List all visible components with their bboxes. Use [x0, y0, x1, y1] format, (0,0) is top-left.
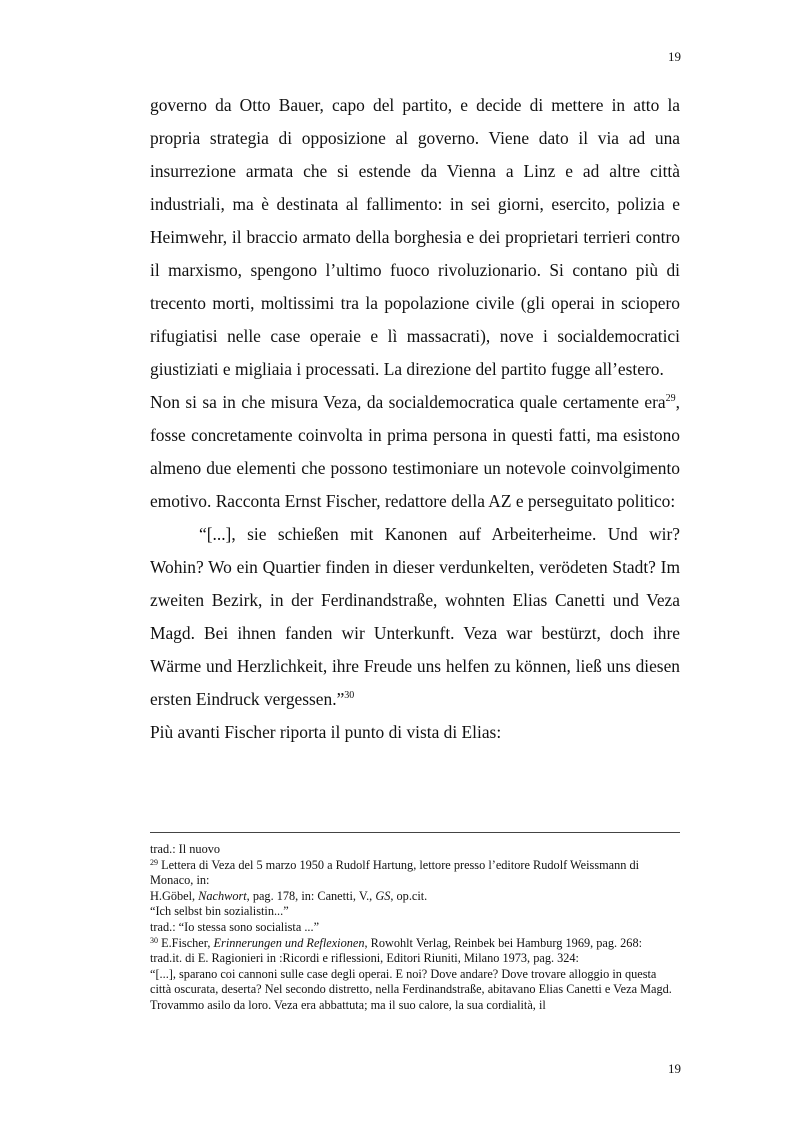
footnote-29-number: 29 [150, 857, 158, 867]
footnote-text: , Rowohlt Verlag, Reinbek bei Hamburg 1969, pag. 268: [364, 935, 643, 950]
page-number-bottom: 19 [668, 1061, 681, 1076]
footnote-line: “[...], sparano coi cannoni sulle case degli operai. E noi? Dove andare? Dove trovare alloggio in questa città oscurata, deserta? Nel secondo distretto, nella Ferdinandstraße, abitavano Elias Canetti e Veza Magd. Trovammo asilo da loro. Veza era abbattuta; ma il suo calore, la sua cordialità, il [150, 966, 672, 1012]
footnote-text: , pag. 178, in: Canetti, V., [246, 888, 376, 903]
page-number-top: 19 [668, 49, 681, 64]
footnote-title-italic: GS [375, 888, 391, 903]
footnote-line [150, 889, 680, 905]
footnote-text: E.Fischer, [158, 935, 214, 950]
block-quote [150, 518, 680, 716]
footnotes [150, 842, 680, 1014]
paragraph-1: governo da Otto Bauer, capo del partito, e decide di mettere in atto la propria strategia di opposizione al governo. Viene dato il via ad una insurrezione armata che si estende da Vienna a Linz e ad altre città industriali, ma è destinata al fallimento: in sei giorni, esercito, polizia e Heimwehr, il braccio armato della borghesia e dei proprietari terrieri contro il marxismo, spengono l’ultimo fuoco rivoluzionario. Si contano più di trecento morti, moltissimi tra la popolazione civile (gli operai in sciopero rifugiatisi nelle case operaie e lì massacrati), nove i socialdemocratici giustiziati e migliaia i processati. La direzione del partito fugge all’estero. [150, 95, 680, 379]
footnote-line: trad.: Il nuovo [150, 842, 221, 856]
footnote-30-number: 30 [150, 935, 158, 945]
footnote-ref-30[interactable]: 30 [344, 690, 355, 701]
footnote-text: , op.cit. [390, 888, 428, 903]
footnote-text: H.Göbel, [150, 888, 199, 903]
footnote-30 [150, 936, 680, 952]
footnote-29 [150, 858, 680, 889]
paragraph-2 [150, 386, 680, 518]
paragraph-3: Più avanti Fischer riporta il punto di vista di Elias: [150, 722, 502, 742]
paragraph-2-text-b: , fosse concretamente coinvolta in prima persona in questi fatti, ma esistono almeno due elementi che possono testimoniare un notevole coinvolgimento emotivo. Racconta Ernst Fischer, redattore della AZ e perseguitato politico: [150, 392, 680, 511]
footnote-ref-29[interactable]: 29 [665, 393, 676, 404]
footnote-title-italic: Nachwort [198, 888, 247, 903]
footnote-29-text: Lettera di Veza del 5 marzo 1950 a Rudolf Hartung, lettore presso l’editore Rudolf Weissmann di Monaco, in: [150, 857, 640, 888]
footnote-line: “Ich selbst bin sozialistin...” [150, 904, 289, 919]
footnote-line: trad.: “Io stessa sono socialista ...” [150, 919, 320, 934]
body-text [150, 89, 680, 749]
footnote-title-italic: Erinnerungen und Reflexionen [213, 935, 365, 950]
footnote-separator [150, 832, 680, 833]
paragraph-2-text-a: Non si sa in che misura Veza, da socialdemocratica quale certamente era [150, 392, 666, 412]
footnote-line: trad.it. di E. Ragionieri in :Ricordi e riflessioni, Editori Riuniti, Milano 1973, pag. 324: [150, 951, 579, 966]
quote-text: “[...], sie schießen mit Kanonen auf Arbeiterheime. Und wir? Wohin? Wo ein Quartier finden in dieser verdunkelten, verödeten Stadt? Im zweiten Bezirk, in der Ferdinandstraße, wohnten Elias Canetti und Veza Magd. Bei ihnen fanden wir Unterkunft. Veza war bestürzt, doch ihre Wärme und Herzlichkeit, ihre Freude uns helfen zu können, ließ uns diesen ersten Eindruck vergessen.” [150, 524, 680, 709]
